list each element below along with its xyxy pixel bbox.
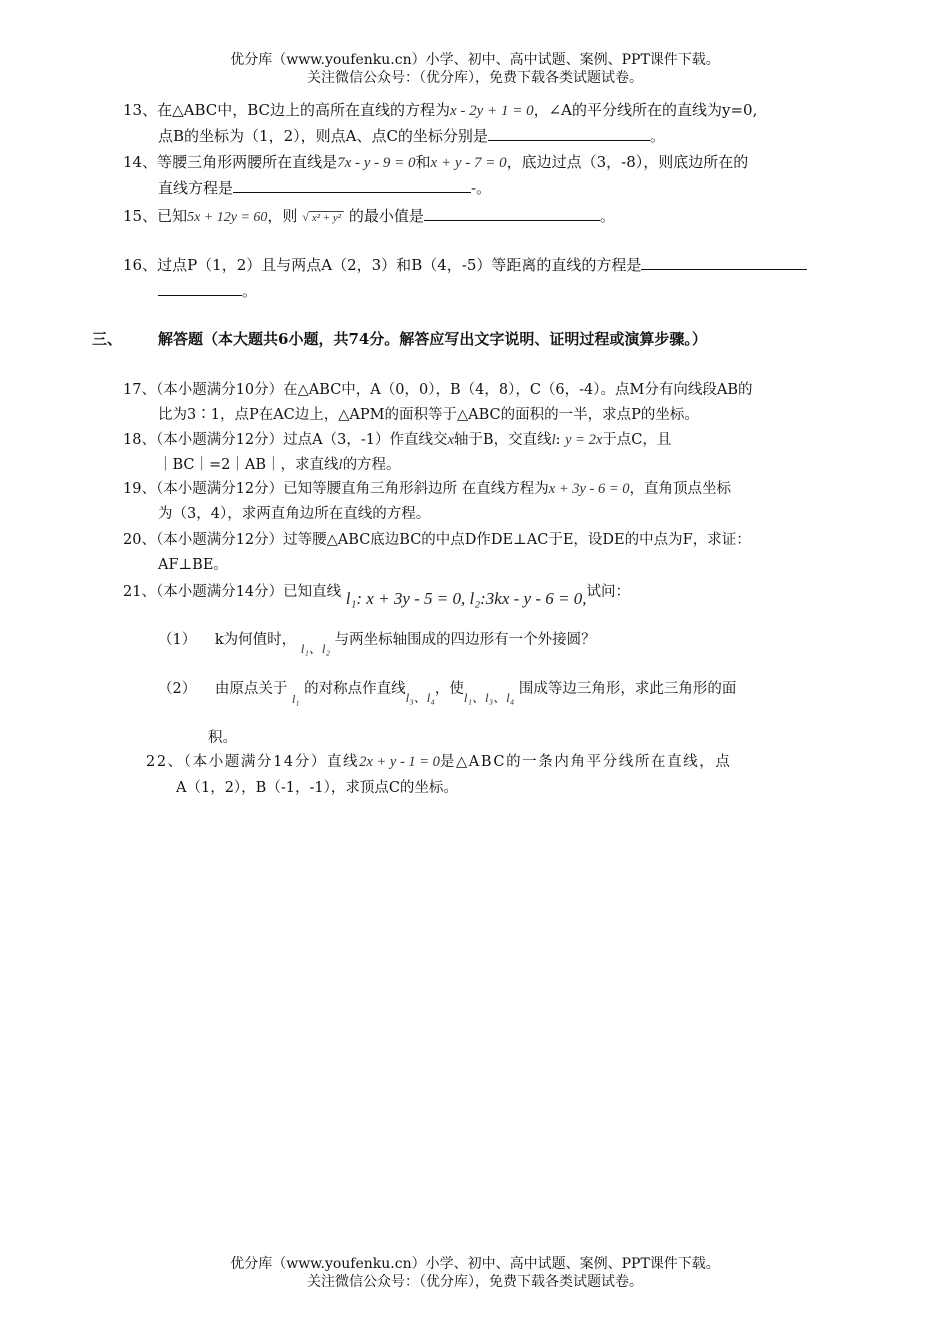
question-18-line2: ｜BC｜=2｜AB｜，求直线l的方程。: [158, 457, 401, 473]
question-17-line2: 比为3∶1，点P在AC边上，△APM的面积等于△ABC的面积的一半，求点P的坐标。: [158, 407, 699, 423]
answer-blank[interactable]: [488, 126, 650, 141]
question-21-part2-cont: 积。: [208, 730, 237, 746]
page-header-line1: 优分库（www.youfenku.cn）小学、初中、高中试题、案例、PPT课件下载。: [230, 52, 720, 68]
answer-blank[interactable]: [641, 255, 807, 270]
question-22-line1: 22、（本小题满分14分）直线2x + y - 1 = 0是△ABC的一条内角平分线所在直线，点: [146, 754, 732, 770]
equation: 2x + y - 1 = 0: [359, 754, 440, 770]
question-17-line1: 17、（本小题满分10分）在△ABC中，A（0，0），B（4，8），C（6，-4）。点M分有向线段AB的: [123, 382, 753, 398]
equation: l₁: x + 3y - 5 = 0, l₂:3kx - y - 6 = 0,: [345, 589, 587, 608]
answer-blank[interactable]: [158, 281, 242, 296]
equation: x + y - 7 = 0: [430, 155, 507, 171]
equation: 5x + 12y = 60: [187, 210, 268, 225]
question-15: 15、已知5x + 12y = 60，则 √ x² + y² 的最小值是 。: [123, 207, 615, 225]
question-21-part1: （1） k为何值时， l₁、l₂ 与两坐标轴围成的四边形有一个外接圆？: [158, 632, 596, 656]
answer-blank[interactable]: [424, 206, 600, 221]
question-21-line1: 21、（本小题满分14分）已知直线 l₁: x + 3y - 5 = 0, l₂:3kx - y - 6 = 0,试问：: [123, 584, 630, 608]
equation: x - 2y + 1 = 0: [450, 103, 534, 119]
question-19-line2: 为（3，4），求两直角边所在直线的方程。: [158, 506, 431, 522]
question-16-line1: 16、过点P（1，2）且与两点A（2，3）和B（4，-5）等距离的直线的方程是: [123, 254, 807, 275]
question-22-line2: A（1，2），B（-1，-1），求顶点C的坐标。: [176, 780, 458, 796]
question-20-line1: 20、（本小题满分12分）过等腰△ABC底边BC的中点D作DE⊥AC于E，设DE的中点为F，求证：: [123, 532, 751, 548]
section-3-number: 三、: [92, 330, 123, 348]
sqrt-expression: √ x² + y²: [302, 210, 344, 225]
page-header-line2: 关注微信公众号：（优分库），免费下载各类试题试卷。: [307, 70, 643, 86]
question-18-line1: 18、（本小题满分12分）过点A（3，-1）作直线交x轴于B，交直线l: y = 2x于点C，且: [123, 432, 672, 448]
question-13-line1: 13、在△ABC中，BC边上的高所在直线的方程为x - 2y + 1 = 0，∠A的平分线所在的直线为y=0,: [123, 101, 758, 119]
section-3-title: 解答题（本大题共6小题，共74分。解答应写出文字说明、证明过程或演算步骤。）: [158, 330, 707, 348]
equation: 7x - y - 9 = 0: [337, 155, 416, 171]
equation: y = 2x: [565, 432, 603, 448]
answer-blank[interactable]: [233, 178, 471, 193]
question-13-line2: 点B的坐标为（1，2），则点A、点C的坐标分别是 。: [158, 127, 665, 145]
question-19-line1: 19、（本小题满分12分）已知等腰直角三角形斜边所 在直线方程为x + 3y - 6 = 0，直角顶点坐标: [123, 481, 732, 497]
question-14-line2: 直线方程是 -。: [158, 179, 492, 197]
page-footer-line2: 关注微信公众号：（优分库），免费下载各类试题试卷。: [307, 1274, 643, 1290]
page-footer-line1: 优分库（www.youfenku.cn）小学、初中、高中试题、案例、PPT课件下载。: [230, 1256, 720, 1272]
question-21-part2: （2） 由原点关于 $_{l_1}$ 的对称点作直线l₃、l₄，使l₁、l₃、l₄ 围成等边三角形，求此三角形的面: [158, 681, 737, 706]
question-14-line1: 14、等腰三角形两腰所在直线是7x - y - 9 = 0和x + y - 7 = 0，底边过点（3，-8），则底边所在的: [123, 153, 749, 171]
question-16-line2: 。: [158, 280, 257, 301]
equation: x + 3y - 6 = 0: [548, 481, 630, 497]
question-20-line2: AF⊥BE。: [158, 557, 228, 573]
